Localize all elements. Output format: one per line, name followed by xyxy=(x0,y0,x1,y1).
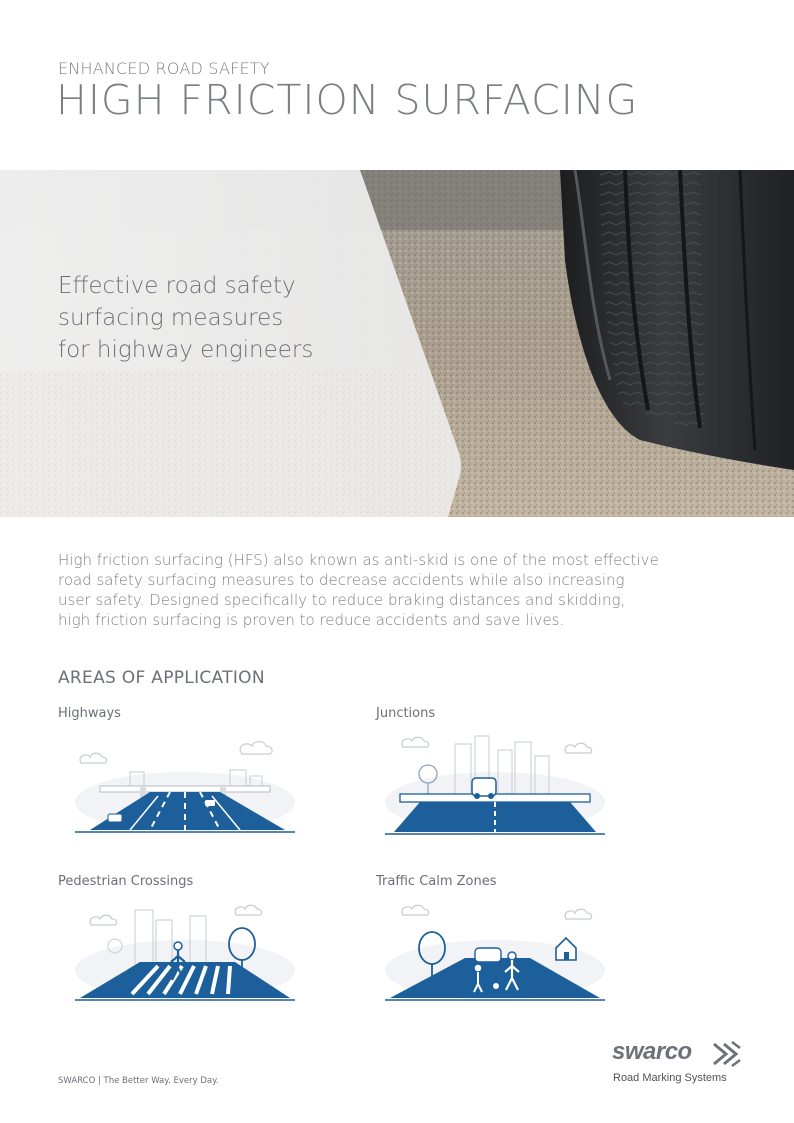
footer-tagline: SWARCO | The Better Way. Every Day. xyxy=(58,1076,219,1086)
page-title: HIGH FRICTION SURFACING xyxy=(56,76,639,124)
hero-tagline xyxy=(58,270,398,366)
intro-line: high friction surfacing is proven to reduce accidents and save lives. xyxy=(58,611,565,629)
intro-line: High friction surfacing (HFS) also known as anti-skid is one of the most effective xyxy=(58,551,659,569)
intro-line: user safety. Designed specifically to reduce braking distances and skidding, xyxy=(58,591,626,609)
applications-heading: AREAS OF APPLICATION xyxy=(58,668,265,688)
application-label-pedestrian-crossings: Pedestrian Crossings xyxy=(58,874,194,889)
highway-icon xyxy=(70,730,300,844)
swarco-logo xyxy=(612,1038,742,1090)
tagline-line: for highway engineers xyxy=(58,337,314,363)
intro-paragraph xyxy=(58,550,738,630)
tagline-line: surfacing measures xyxy=(58,305,284,331)
traffic-calm-zone-icon xyxy=(380,896,610,1012)
tagline-line: Effective road safety xyxy=(58,273,296,299)
logo-subtitle: Road Marking Systems xyxy=(613,1072,727,1084)
application-label-junctions: Junctions xyxy=(376,706,436,721)
intro-line: road safety surfacing measures to decrease accidents while also increasing xyxy=(58,571,625,589)
swarco-mark-icon xyxy=(712,1040,742,1068)
logo-wordmark: swarco xyxy=(612,1038,692,1065)
eyebrow-heading: ENHANCED ROAD SAFETY xyxy=(58,59,270,78)
junction-icon xyxy=(380,730,610,844)
application-label-traffic-calm-zones: Traffic Calm Zones xyxy=(376,874,497,889)
pedestrian-crossing-icon xyxy=(70,896,300,1012)
application-label-highways: Highways xyxy=(58,706,121,721)
